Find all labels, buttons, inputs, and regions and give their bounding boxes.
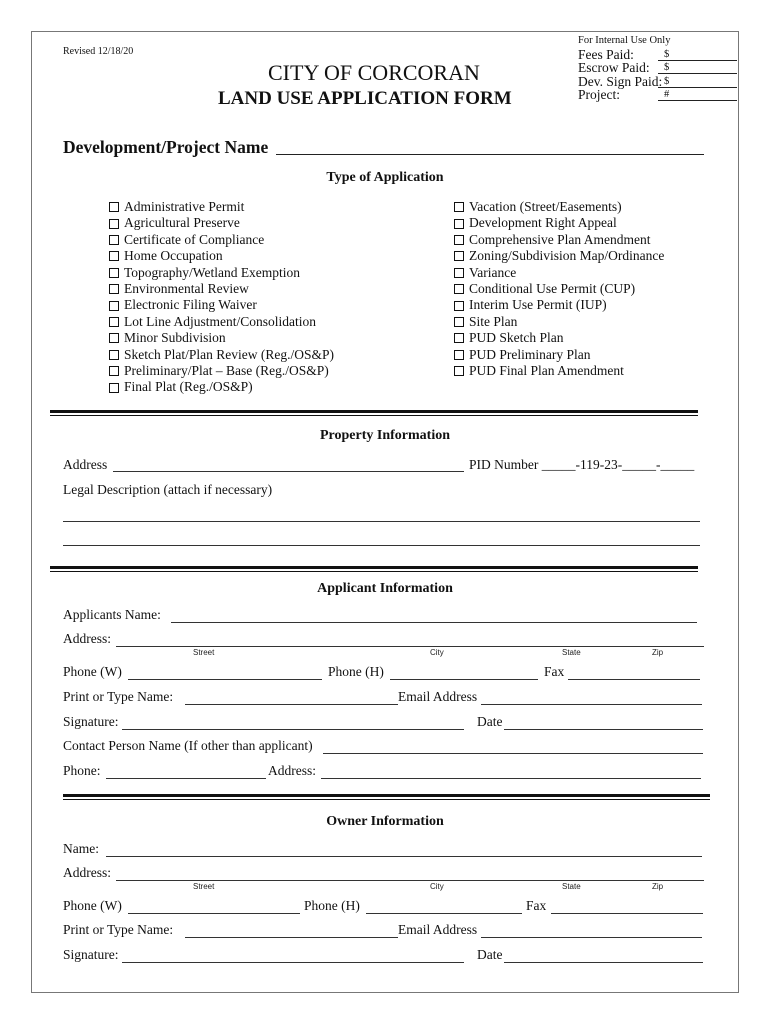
checkbox[interactable] bbox=[109, 219, 119, 229]
project-symbol: # bbox=[664, 89, 670, 100]
property-section-title: Property Information bbox=[320, 428, 450, 443]
applicant-address-field[interactable] bbox=[116, 646, 704, 647]
applicant-city-caption: City bbox=[430, 648, 444, 657]
internal-use-title: For Internal Use Only bbox=[578, 35, 671, 46]
type-option[interactable]: Development Right Appeal bbox=[454, 215, 664, 231]
applicant-street-caption: Street bbox=[193, 648, 215, 657]
legal-description-line-2[interactable] bbox=[63, 545, 700, 546]
applicant-date-field[interactable] bbox=[504, 729, 703, 730]
escrow-paid-symbol: $ bbox=[664, 62, 670, 73]
checkbox[interactable] bbox=[454, 268, 464, 278]
owner-address-field[interactable] bbox=[116, 880, 704, 881]
applicant-fax-label: Fax bbox=[544, 664, 565, 679]
type-option[interactable]: Administrative Permit bbox=[109, 199, 334, 215]
owner-city-caption: City bbox=[430, 882, 444, 891]
checkbox[interactable] bbox=[109, 350, 119, 360]
type-option[interactable]: Sketch Plat/Plan Review (Reg./OS&P) bbox=[109, 347, 334, 363]
contact-address-label: Address: bbox=[268, 763, 316, 778]
owner-signature-label: Signature: bbox=[63, 947, 119, 962]
applicant-address-label: Address: bbox=[63, 631, 111, 646]
type-option[interactable]: PUD Preliminary Plan bbox=[454, 347, 664, 363]
type-option[interactable]: Variance bbox=[454, 265, 664, 281]
devsign-paid-label: Dev. Sign Paid: bbox=[578, 73, 663, 89]
checkbox[interactable] bbox=[109, 251, 119, 261]
contact-phone-label: Phone: bbox=[63, 763, 101, 778]
owner-address-label: Address: bbox=[63, 865, 111, 880]
section-divider bbox=[50, 566, 698, 572]
checkbox[interactable] bbox=[454, 333, 464, 343]
property-address-field[interactable] bbox=[113, 471, 464, 472]
internal-use-box bbox=[578, 34, 738, 102]
escrow-paid-label: Escrow Paid: bbox=[578, 60, 650, 75]
checkbox[interactable] bbox=[109, 366, 119, 376]
checkbox[interactable] bbox=[109, 268, 119, 278]
applicant-print-name-field[interactable] bbox=[185, 704, 398, 705]
dev-name-label: Development/Project Name bbox=[63, 137, 269, 157]
project-row bbox=[578, 88, 738, 102]
checkbox[interactable] bbox=[109, 383, 119, 393]
owner-email-label: Email Address bbox=[398, 922, 478, 937]
type-option[interactable]: Home Occupation bbox=[109, 248, 334, 264]
owner-signature-field[interactable] bbox=[122, 962, 464, 963]
checkbox[interactable] bbox=[454, 219, 464, 229]
devsign-paid-symbol: $ bbox=[664, 75, 670, 87]
type-right-column bbox=[454, 199, 664, 379]
owner-date-field[interactable] bbox=[504, 962, 703, 963]
type-option[interactable]: Preliminary/Plat – Base (Reg./OS&P) bbox=[109, 363, 334, 379]
applicant-section-title: Applicant Information bbox=[317, 581, 453, 596]
owner-zip-caption: Zip bbox=[652, 882, 664, 891]
type-option[interactable]: Site Plan bbox=[454, 314, 664, 330]
contact-address-field[interactable] bbox=[321, 778, 701, 779]
escrow-paid-row bbox=[578, 61, 738, 75]
applicant-email-field[interactable] bbox=[481, 704, 702, 705]
applicant-print-name-label: Print or Type Name: bbox=[63, 689, 174, 704]
fees-paid-row bbox=[578, 48, 738, 62]
checkbox[interactable] bbox=[454, 350, 464, 360]
devsign-paid-row bbox=[578, 75, 738, 89]
type-option[interactable]: Interim Use Permit (IUP) bbox=[454, 297, 664, 313]
checkbox[interactable] bbox=[109, 333, 119, 343]
section-divider bbox=[63, 794, 710, 800]
owner-phone-h-label: Phone (H) bbox=[304, 898, 360, 913]
owner-date-label: Date bbox=[477, 947, 503, 962]
owner-phone-w-label: Phone (W) bbox=[63, 898, 122, 913]
owner-fax-field[interactable] bbox=[551, 913, 703, 914]
type-option[interactable]: Vacation (Street/Easements) bbox=[454, 199, 664, 215]
type-option[interactable]: Comprehensive Plan Amendment bbox=[454, 232, 664, 248]
owner-print-name-field[interactable] bbox=[185, 937, 398, 938]
city-title: CITY OF CORCORAN bbox=[268, 60, 480, 85]
checkbox[interactable] bbox=[109, 202, 119, 212]
type-option[interactable]: Conditional Use Permit (CUP) bbox=[454, 281, 664, 297]
applicant-email-label: Email Address bbox=[398, 689, 478, 704]
fees-paid-symbol: $ bbox=[664, 48, 670, 60]
checkbox[interactable] bbox=[109, 317, 119, 327]
legal-description-label: Legal Description (attach if necessary) bbox=[63, 482, 273, 497]
type-option[interactable]: Minor Subdivision bbox=[109, 330, 334, 346]
applicant-signature-label: Signature: bbox=[63, 714, 119, 729]
applicant-phone-h-field[interactable] bbox=[390, 679, 538, 680]
revised-date: Revised 12/18/20 bbox=[63, 46, 134, 57]
checkbox[interactable] bbox=[109, 284, 119, 294]
checkbox[interactable] bbox=[454, 235, 464, 245]
applicant-phone-w-label: Phone (W) bbox=[63, 664, 122, 679]
applicant-zip-caption: Zip bbox=[652, 648, 664, 657]
owner-print-name-label: Print or Type Name: bbox=[63, 922, 174, 937]
checkbox[interactable] bbox=[454, 301, 464, 311]
type-section-title: Type of Application bbox=[326, 170, 444, 185]
pid-number-label: PID Number _____-119-23-_____-_____ bbox=[469, 457, 695, 472]
type-option[interactable]: Environmental Review bbox=[109, 281, 334, 297]
owner-phone-h-field[interactable] bbox=[366, 913, 522, 914]
checkbox[interactable] bbox=[454, 317, 464, 327]
applicant-date-label: Date bbox=[477, 714, 503, 729]
applicant-name-field[interactable] bbox=[171, 622, 697, 623]
type-option[interactable]: Certificate of Compliance bbox=[109, 232, 334, 248]
checkbox[interactable] bbox=[454, 284, 464, 294]
type-option[interactable]: Final Plat (Reg./OS&P) bbox=[109, 379, 334, 395]
checkbox[interactable] bbox=[454, 202, 464, 212]
property-address-label: Address bbox=[63, 457, 108, 472]
project-field[interactable] bbox=[658, 100, 737, 101]
contact-person-label: Contact Person Name (If other than applicant) bbox=[63, 738, 313, 753]
owner-name-label: Name: bbox=[63, 841, 99, 856]
checkbox[interactable] bbox=[454, 366, 464, 376]
applicant-phone-w-field[interactable] bbox=[128, 679, 322, 680]
dev-name-field[interactable] bbox=[276, 154, 704, 155]
type-option[interactable]: Lot Line Adjustment/Consolidation bbox=[109, 314, 334, 330]
owner-fax-label: Fax bbox=[526, 898, 547, 913]
owner-email-field[interactable] bbox=[481, 937, 702, 938]
owner-section-title: Owner Information bbox=[326, 814, 444, 829]
applicant-phone-h-label: Phone (H) bbox=[328, 664, 384, 679]
legal-description-line-1[interactable] bbox=[63, 521, 700, 522]
contact-person-field[interactable] bbox=[323, 753, 703, 754]
type-option[interactable]: PUD Final Plan Amendment bbox=[454, 363, 664, 379]
owner-phone-w-field[interactable] bbox=[128, 913, 300, 914]
type-option[interactable]: Topography/Wetland Exemption bbox=[109, 265, 334, 281]
checkbox[interactable] bbox=[454, 251, 464, 261]
applicant-fax-field[interactable] bbox=[568, 679, 700, 680]
checkbox[interactable] bbox=[109, 235, 119, 245]
form-title: LAND USE APPLICATION FORM bbox=[218, 88, 512, 109]
applicant-signature-field[interactable] bbox=[122, 729, 464, 730]
type-option[interactable]: Agricultural Preserve bbox=[109, 215, 334, 231]
owner-name-field[interactable] bbox=[106, 856, 702, 857]
type-option[interactable]: PUD Sketch Plan bbox=[454, 330, 664, 346]
type-option[interactable]: Zoning/Subdivision Map/Ordinance bbox=[454, 248, 664, 264]
project-label: Project: bbox=[578, 87, 620, 102]
type-option[interactable]: Electronic Filing Waiver bbox=[109, 297, 334, 313]
checkbox[interactable] bbox=[109, 301, 119, 311]
contact-phone-field[interactable] bbox=[106, 778, 266, 779]
applicant-name-label: Applicants Name: bbox=[63, 607, 161, 622]
applicant-state-caption: State bbox=[562, 648, 581, 657]
owner-state-caption: State bbox=[562, 882, 581, 891]
owner-street-caption: Street bbox=[193, 882, 215, 891]
type-left-column bbox=[109, 199, 334, 396]
fees-paid-label: Fees Paid: bbox=[578, 46, 634, 62]
section-divider bbox=[50, 410, 698, 416]
